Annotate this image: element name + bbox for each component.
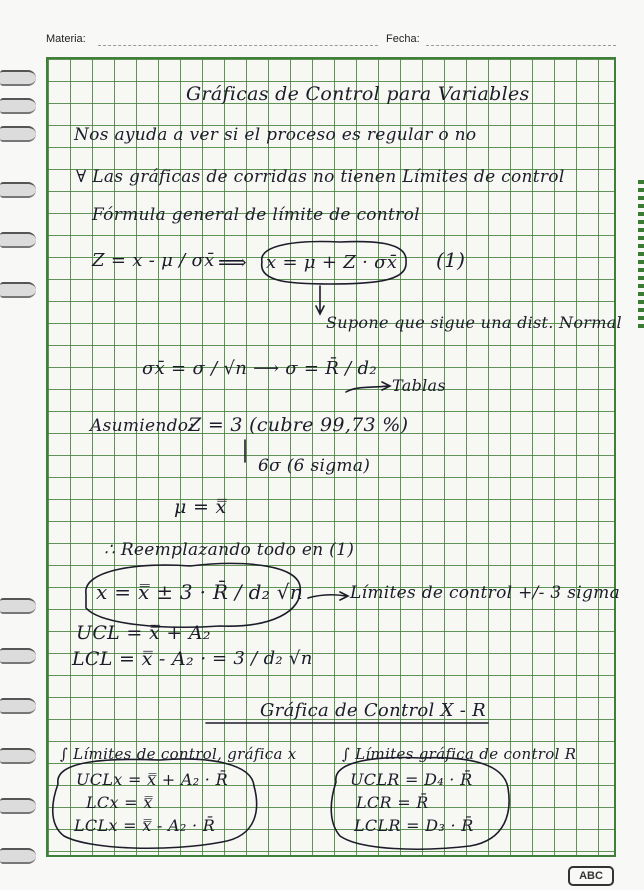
left-formula-cloud (53, 759, 257, 848)
brand-logo: ABC (568, 866, 614, 886)
left-lcl: LCLx = x̿ - A₂ · R̄ (74, 816, 216, 835)
right-ucl: UCLR = D₄ · R̄ (350, 770, 473, 789)
control-formula-cloud (86, 563, 301, 627)
formula-x-boxed: x = μ + Z · σx̄ (266, 252, 398, 273)
sigma-equation: σx̄ = σ / √n ⟶ σ = R̄ / d₂ (142, 358, 377, 379)
mu-equation: μ = x̿ (174, 496, 227, 518)
assumption-note: Supone que sigue una dist. Normal (326, 313, 622, 332)
page-title: Gráficas de Control para Variables (186, 83, 530, 105)
materia-label: Materia: (46, 33, 86, 45)
limites-arrow (308, 592, 348, 600)
fecha-label: Fecha: (386, 33, 420, 45)
assumption-pointer (316, 286, 324, 314)
section-title: Gráfica de Control X - R (260, 700, 487, 721)
right-lc: LCR = R̄ (356, 793, 429, 812)
formula-box-outline (262, 242, 406, 284)
lcl-line: LCL = x̿ - A₂ · (72, 648, 207, 670)
limites-label: Límites de control +/- 3 sigma (350, 583, 621, 603)
tablas-arrow (346, 382, 390, 392)
a2-definition: = 3 / d₂ √n (212, 648, 313, 669)
right-formula-cloud (331, 758, 509, 850)
reemplazando-line: ∴ Reemplazando todo en (1) (104, 540, 355, 560)
right-lcl: LCLR = D₃ · R̄ (354, 816, 474, 835)
formula-z: Z = x - μ / σx̄ (92, 250, 215, 271)
six-sigma-note: 6σ (6 sigma) (258, 456, 371, 476)
z-value: Z = 3 (cubre 99,73 %) (188, 414, 409, 436)
left-ucl: UCLx = x̿ + A₂ · R̄ (76, 770, 228, 789)
left-heading: ∫ Límites de control, gráfica x (60, 745, 297, 763)
control-limit-formula: x = x̿ ± 3 · R̄ / d₂ √n (96, 580, 303, 604)
ucl-line: UCL = x̿ + A₂ (76, 622, 211, 644)
implies-arrow: ⟹ (218, 250, 247, 274)
asumiendo-label: Asumiendo: (90, 416, 195, 436)
left-lc: LCx = x̿ (86, 793, 153, 812)
note-line-3: Fórmula general de límite de control (92, 205, 420, 225)
note-line-2: ∀ Las gráficas de corridas no tienen Límites de control (76, 167, 565, 187)
right-heading: ∫ Límites gráfica de control R (342, 745, 577, 763)
note-line-1: Nos ayuda a ver si el proceso es regular o no (74, 125, 477, 145)
tablas-note: Tablas (392, 376, 446, 395)
equation-number: (1) (436, 248, 466, 272)
